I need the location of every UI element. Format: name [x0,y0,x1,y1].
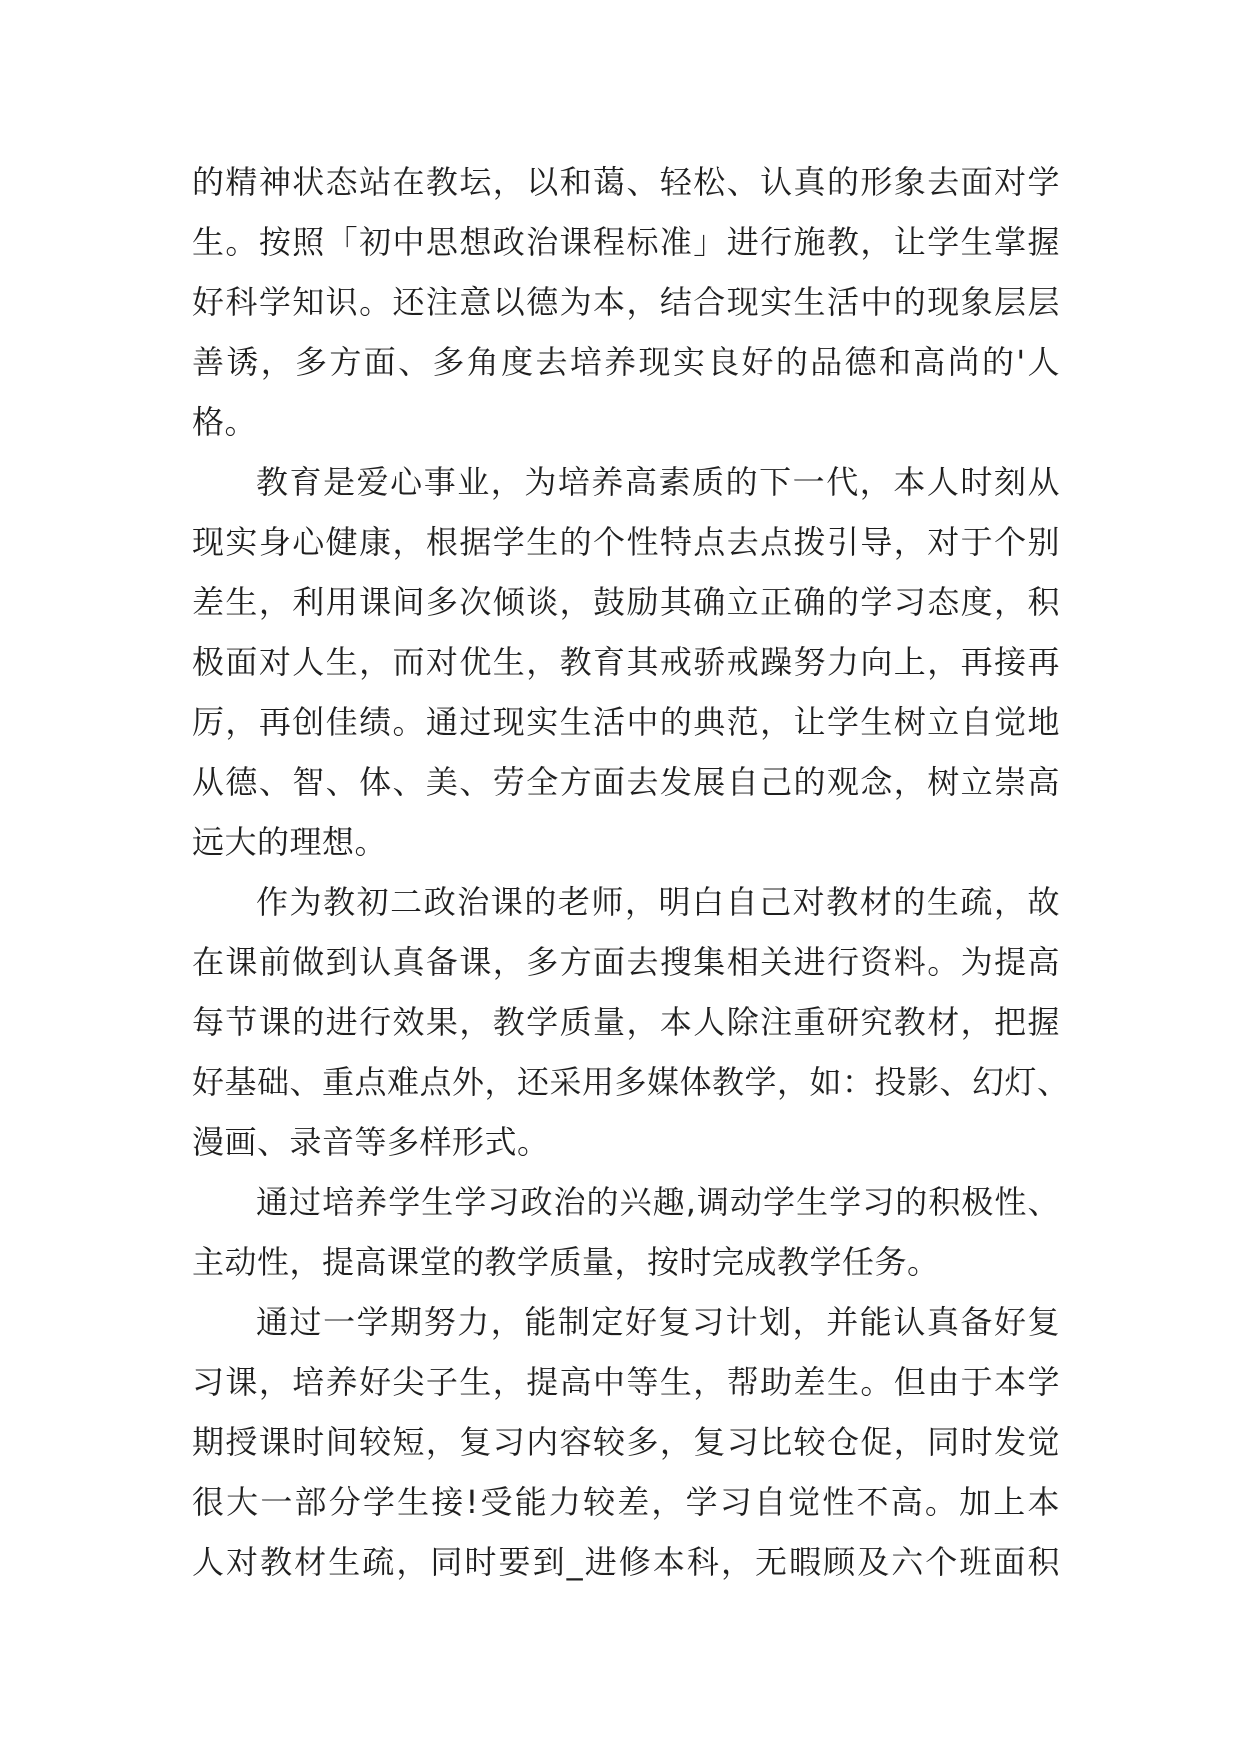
text-line: 厉，再创佳绩。通过现实生活中的典范，让学生树立自觉地 [192,703,1060,741]
text-line: 差生，利用课间多次倾谈，鼓励其确立正确的学习态度，积 [192,583,1060,621]
text-line: 通过培养学生学习政治的兴趣,调动学生学习的积极性、 [256,1183,1060,1221]
text-line: 习课，培养好尖子生，提高中等生，帮助差生。但由于本学 [192,1363,1060,1401]
text-line: 的精神状态站在教坛，以和蔼、轻松、认真的形象去面对学 [192,163,1060,201]
text-line: 主动性，提高课堂的教学质量，按时完成教学任务。 [192,1243,940,1281]
text-line: 好基础、重点难点外，还采用多媒体教学，如：投影、幻灯、 [192,1063,1070,1101]
text-line: 现实身心健康，根据学生的个性特点去点拨引导，对于个别 [192,523,1060,561]
text-line: 期授课时间较短，复习内容较多，复习比较仓促，同时发觉 [192,1423,1060,1461]
text-line: 好科学知识。还注意以德为本，结合现实生活中的现象层层 [192,283,1060,321]
text-line: 很大一部分学生接!受能力较差，学习自觉性不高。加上本 [192,1483,1060,1521]
text-line: 人对教材生疏，同时要到_进修本科，无暇顾及六个班面积 [192,1543,1060,1581]
text-line: 善诱，多方面、多角度去培养现实良好的品德和高尚的'人 [192,343,1060,381]
text-line: 在课前做到认真备课，多方面去搜集相关进行资料。为提高 [192,943,1060,981]
text-line: 作为教初二政治课的老师，明白自己对教材的生疏，故 [256,883,1060,921]
text-line: 漫画、录音等多样形式。 [192,1123,550,1161]
text-line: 从德、智、体、美、劳全方面去发展自己的观念，树立崇高 [192,763,1060,801]
text-line: 生。按照「初中思想政治课程标准」进行施教，让学生掌握 [192,223,1060,261]
text-line: 每节课的进行效果，教学质量，本人除注重研究教材，把握 [192,1003,1060,1041]
text-line: 格。 [192,403,258,441]
text-line: 极面对人生，而对优生，教育其戒骄戒躁努力向上，再接再 [192,643,1060,681]
text-line: 通过一学期努力，能制定好复习计划，并能认真备好复 [256,1303,1060,1341]
text-line: 远大的理想。 [192,823,388,861]
text-line: 教育是爱心事业，为培养高素质的下一代，本人时刻从 [256,463,1060,501]
body-text [192,152,1070,1592]
